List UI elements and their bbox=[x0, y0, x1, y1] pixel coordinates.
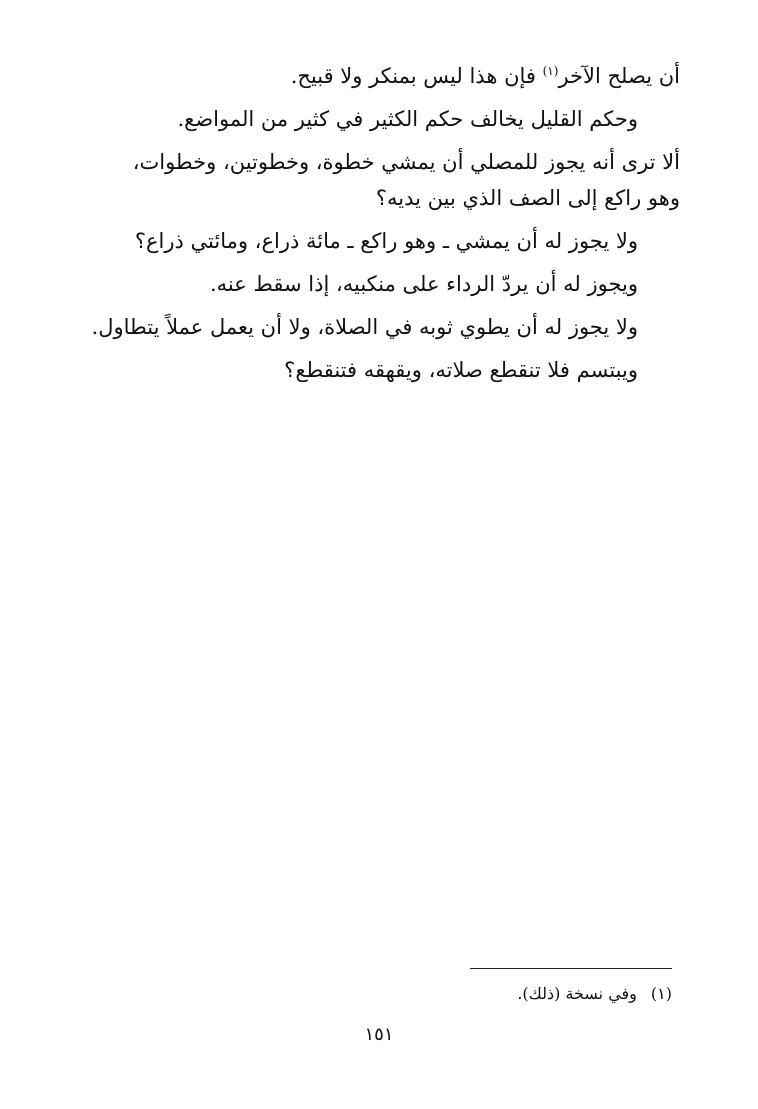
main-text-block bbox=[60, 62, 680, 399]
footnote-number: (١) bbox=[650, 984, 672, 1003]
text-line-1-start: أن يصلح الآخر bbox=[558, 64, 680, 88]
footnote-1 bbox=[300, 982, 672, 1006]
text-line-7: ولا يجوز له أن يطوي ثوبه في الصلاة، ولا أن يعمل عملاً يتطاول. bbox=[91, 315, 638, 339]
footnote-text: وفي نسخة (ذلك). bbox=[517, 984, 637, 1003]
footnote-separator bbox=[470, 968, 672, 969]
text-line-6: ويجوز له أن يردّ الرداء على منكبيه، إذا سقط عنه. bbox=[209, 272, 638, 296]
text-line-2: وحكم القليل يخالف حكم الكثير في كثير من المواضع. bbox=[177, 107, 638, 131]
text-line-8: ويبتسم فلا تنقطع صلاته، ويقهقه فتنقطع؟ bbox=[284, 358, 638, 382]
footnote-reference-1: (١) bbox=[542, 64, 559, 78]
text-line-1-end: فإن هذا ليس بمنكر ولا قبيح. bbox=[290, 64, 543, 88]
text-line-4: وهو راكع إلى الصف الذي بين يديه؟ bbox=[375, 186, 680, 210]
text-line-1 bbox=[60, 62, 680, 90]
text-line-5: ولا يجوز له أن يمشي ـ وهو راكع ـ مائة ذراع، ومائتي ذراع؟ bbox=[134, 229, 638, 253]
text-line-3: ألا ترى أنه يجوز للمصلي أن يمشي خطوة، وخطوتين، وخطوات، bbox=[132, 150, 680, 174]
page-number: ١٥١ bbox=[364, 1024, 394, 1045]
